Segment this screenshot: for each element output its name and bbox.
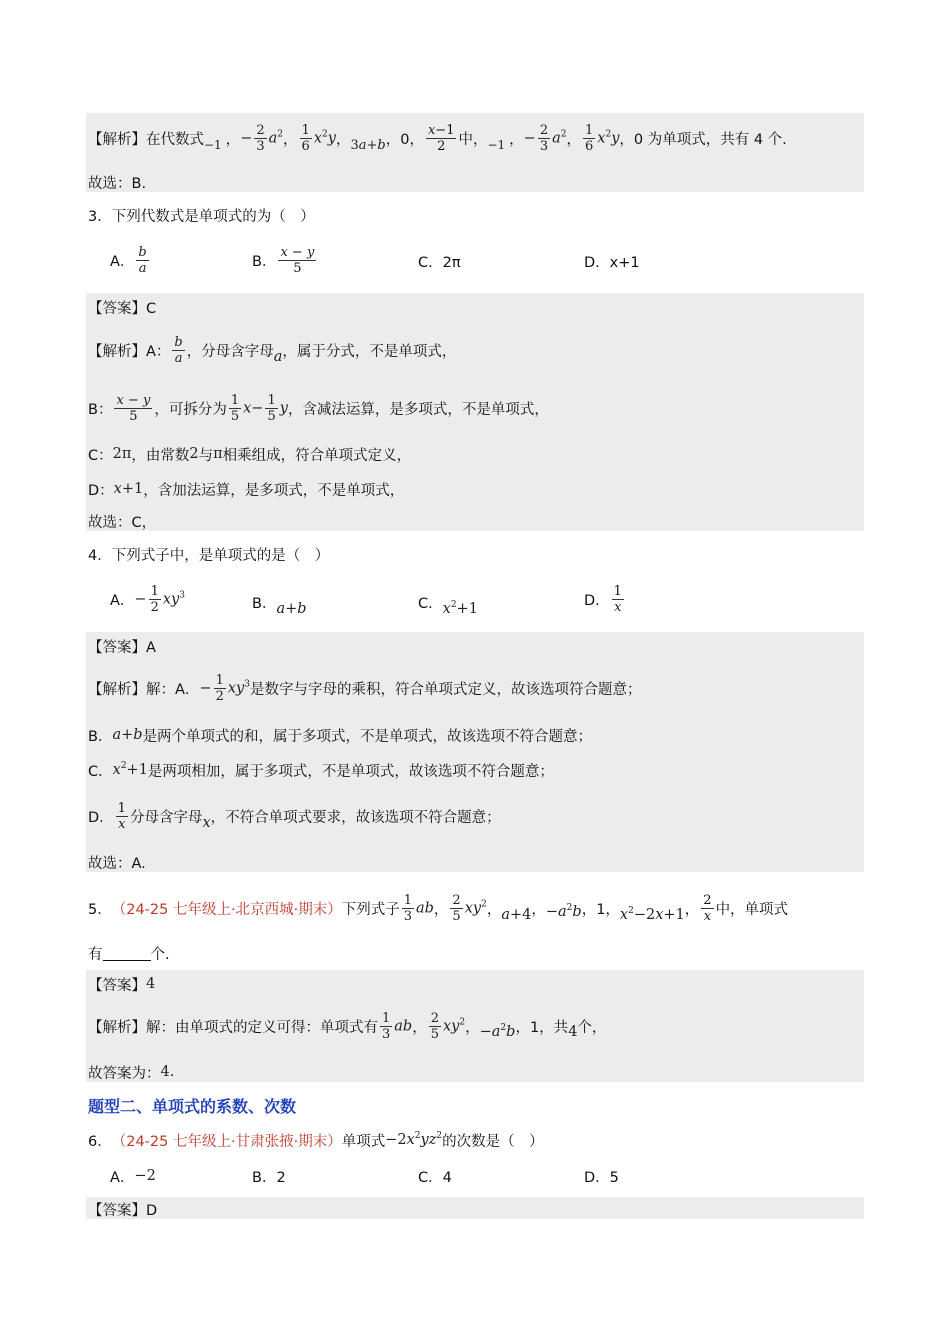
math-neg-a2b: $-a^2b$ [479,1023,516,1040]
math-1-3-ab: $\frac{1}{3}$ ab [382,1010,413,1042]
math-1-over-x: $\frac{1}{x}$ [117,800,126,832]
text: 【解析】解：A． [88,681,200,698]
option-value: −2 [134,1168,156,1184]
q4-answer [88,635,156,657]
conclusion-text: 故选：C， [88,514,157,531]
q6-option-a[interactable] [110,1165,156,1187]
text: 有 [88,946,103,963]
option-label: A． [110,592,135,609]
math-2-5-xy2: $\frac{2}{5}$ $xy^2$ [430,1010,466,1042]
q6-option-c[interactable] [418,1165,452,1187]
option-label: A． [110,1169,135,1186]
answer-tag: 【答案】 [88,977,146,994]
text: ，含减法运算，是多项式，不是单项式， [287,401,549,418]
text: 【解析】解：由单项式的定义可得：单项式有 [88,1019,378,1036]
q3-stem [88,204,315,226]
text: 1， [596,901,620,918]
q3-option-c[interactable] [418,250,461,272]
text: 个， [577,1019,607,1036]
text: 0， [400,131,424,148]
text: 1，共 [529,1019,569,1036]
text: ，不符合单项式要求，故该选项不符合题意； [210,809,501,826]
text: ，含加法运算，是多项式，不是单项式， [143,482,405,499]
math-neg-a2b: $-a^2b$ [545,903,582,920]
q3-answer [88,296,156,318]
text: A： [146,343,171,360]
math-split: $\frac{1}{5}$ x− $\frac{1}{5}$ y [230,392,288,424]
math-x-minus-y-over-5: $\frac{x - y}{5}$ [116,392,151,424]
math-2-over-x: $\frac{2}{x}$ [703,892,712,924]
q3-exp-a [88,328,456,372]
text: C： [88,447,113,464]
option-label: D．x+1 [584,254,640,271]
text: D． [88,809,114,826]
q5-stem: 5． （24-25 七年级上·北京西城·期末） 下列式子 $\frac{1}{3}$ ab ， $\frac{2}{5}$ $xy^2$ ， a+4 ， $-a^2b$ ， 1， $x^2-2x+1$ ， $\frac{2}{x}$ 中，单项式 [88,892,789,924]
math-neg-half-xy3: − $\frac{1}{2}$ $xy^3$ [199,672,250,704]
text: 单项式 [341,1133,386,1150]
option-label: D．5 [584,1169,619,1186]
math-b-over-a: $\frac{b}{a}$ [174,334,183,366]
math-2: 2 [189,446,199,462]
q4-exp-b [88,724,592,746]
question-number: 5． [88,901,112,918]
math-frac-1-6-x2y: $\frac{1}{6}$ $x^2y$ [301,122,336,154]
text: 相乘组成，符合单项式定义， [222,447,412,464]
q4-option-c[interactable] [418,588,478,616]
comma: ， [225,131,241,148]
text: B． [88,728,113,745]
q3-conclusion [88,510,156,532]
q3-option-b[interactable] [252,240,318,280]
math-x: x [202,815,211,831]
math-neg1: −1 [487,138,506,152]
text: 是两个单项式的和，属于多项式，不是单项式，故该选项不符合题意； [142,728,593,745]
text: 与 [198,447,214,464]
text: 是数字与字母的乘积，符合单项式定义，故该选项符合题意； [249,681,642,698]
question-source: （24-25 七年级上·北京西城·期末） [111,901,342,918]
text: ，分母含字母 [186,343,274,360]
q4-exp-d [88,794,501,838]
option-label: B．2 [252,1169,286,1186]
q4-conclusion [88,851,146,873]
q4-stem [88,543,329,565]
q6-stem [88,1128,544,1152]
option-label: D． [584,592,610,609]
question-source: （24-25 七年级上·甘肃张掖·期末） [111,1133,342,1150]
math-3a-plus-b: 3a+b [350,137,386,153]
option-label: B． [252,253,277,270]
conclusion-text: 故选：B. [88,175,147,192]
text: 中，单项式 [715,901,789,918]
q5-answer [88,973,155,995]
text: C． [88,763,113,780]
answer-value: 4 [146,976,156,992]
math-1-over-x: $\frac{1}{x}$ [613,583,622,615]
math-frac-1-6-x2y: $\frac{1}{6}$ $x^2y$ [585,122,620,154]
math-b-over-a: $\frac{b}{a}$ [138,244,147,276]
math-4: 4 [160,1064,170,1080]
comma: ， [385,131,401,148]
q4-exp-c [88,759,554,781]
text: 个. [150,946,170,963]
text: 是两项相加，属于多项式，不是单项式，故该选项不符合题意； [147,763,554,780]
math-1-3-ab: $\frac{1}{3}$ ab [403,892,434,924]
text: 下列式子 [341,901,400,918]
q3-option-a[interactable] [110,240,151,280]
math-x-plus-1: x+1 [113,481,144,497]
math-2pi: 2π [112,446,132,462]
option-label: A． [110,253,135,270]
text: 分母含字母 [129,809,203,826]
option-label: C． [418,595,443,612]
math-x2-plus-1: $x^2+1$ [112,761,148,778]
q4-option-d[interactable] [584,578,626,620]
math-frac-x-minus-1-over-2: $\frac{x-1}{2}$ [427,122,455,154]
option-label: C．4 [418,1169,452,1186]
q5-stem-cont [88,942,170,964]
explanation-tag: 【解析】 [88,343,146,360]
q6-option-b[interactable] [252,1165,286,1187]
text: ，由常数 [131,447,190,464]
explanation-tag: 【解析】 [88,131,146,148]
answer-panel-q6 [86,1197,864,1219]
question-stem: 3．下列代数式是单项式的为（ ） [88,208,315,225]
text: . [169,1064,175,1080]
math-x-minus-y-over-5: $\frac{x - y}{5}$ [280,244,315,276]
q2-explanation-line [88,118,787,158]
comma: ， [566,131,581,148]
answer-text: 【答案】A [88,639,156,656]
text: 故答案为： [88,1065,161,1082]
math-a: a [273,349,283,365]
math-quadratic: $x^2-2x+1$ [619,906,685,923]
section-title-text: 题型二、单项式的系数、次数 [88,1096,297,1116]
q4-option-b[interactable] [252,588,307,616]
math-frac-2-3-a2: − $\frac{2}{3}$ $a^2$ [523,122,567,154]
q3-exp-d [88,478,404,500]
q4-exp-a [88,666,641,710]
option-label: C．2π [418,254,461,271]
q3-exp-c [88,443,411,465]
q5-conclusion [88,1061,174,1083]
q5-exp: 【解析】解：由单项式的定义可得：单项式有 $\frac{1}{3}$ ab ， $\frac{2}{5}$ $xy^2$ ， $-a^2b$ ， 1，共 4 个， [88,1010,607,1042]
q6-answer [88,1198,157,1220]
math-neg-half-xy3: − $\frac{1}{2}$ $xy^3$ [134,583,185,615]
question-number: 6． [88,1133,112,1150]
text: D： [88,482,114,499]
math-neg1: −1 [204,138,222,152]
comma: ， [335,131,351,148]
math-frac-2-3-a2: − $\frac{2}{3}$ $a^2$ [240,122,284,154]
q2-conclusion [88,172,146,192]
text: B： [88,401,113,418]
comma: ， [509,131,524,148]
math-4: 4 [568,1024,578,1040]
option-label: B． [252,595,277,612]
math-x2-plus-1: $x^2+1$ [442,600,478,617]
math-neg-2x2yz2: $-2x^2yz^2$ [385,1131,443,1148]
answer-text: 【答案】D [88,1202,158,1219]
text: 在代数式 [146,131,204,148]
answer-blank[interactable] [103,946,151,961]
conclusion-text: 故选：A. [88,855,146,872]
math-a-plus-b: a+b [112,727,143,743]
question-stem: 4．下列式子中，是单项式的是（ ） [88,547,330,564]
comma: ， [283,131,298,148]
math-a-plus-b: a+b [276,601,307,617]
text: ，0 为单项式，共有 4 个. [619,131,787,148]
math-2-5-xy2: $\frac{2}{5}$ $xy^2$ [452,892,487,924]
answer-text: 【答案】C [88,300,157,317]
q6-option-d[interactable] [584,1165,619,1187]
math-pi: π [213,446,223,462]
text: ，可拆分为 [154,401,227,418]
text: 的次数是（ ） [442,1133,544,1150]
section-title [88,1093,296,1117]
text: ，属于分式，不是单项式， [282,343,457,360]
math-a-plus-4: a+4 [501,907,532,923]
q3-option-d[interactable] [584,250,640,272]
q3-exp-b [88,386,549,430]
q4-option-a[interactable] [110,578,185,620]
text: 中， [458,131,488,148]
